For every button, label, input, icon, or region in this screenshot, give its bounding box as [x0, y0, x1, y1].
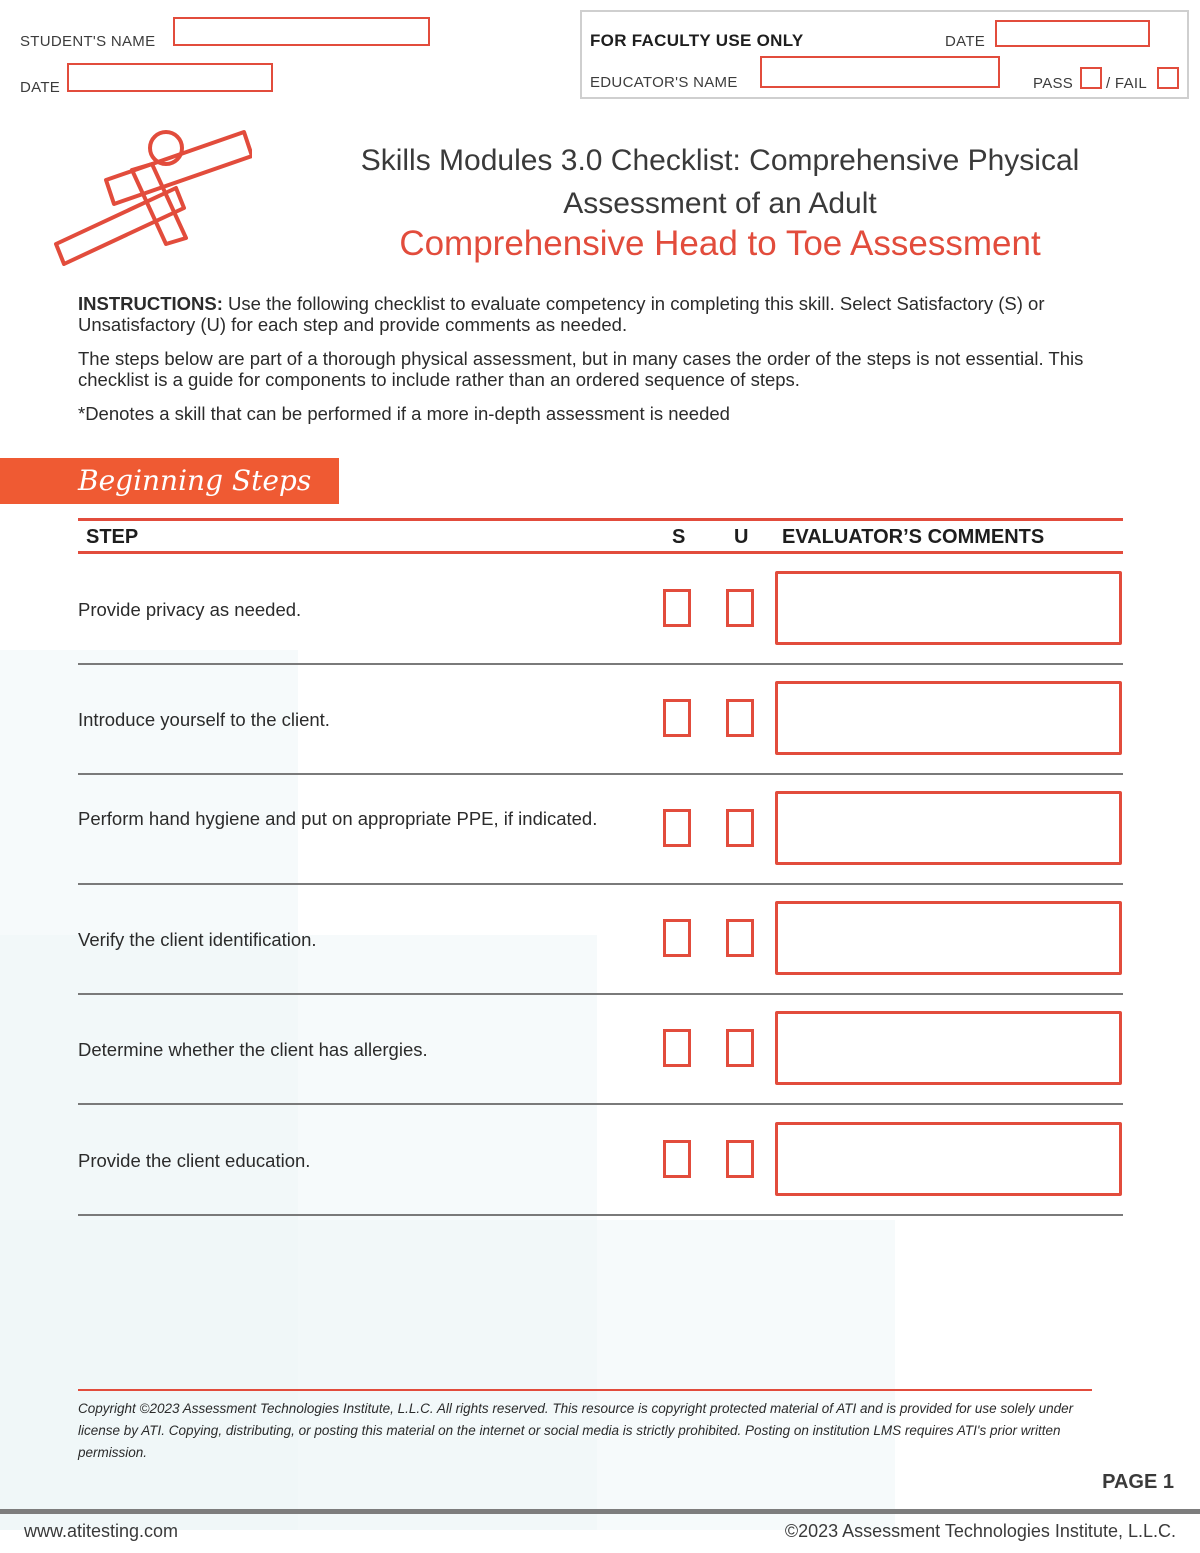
- step-text: Verify the client identification.: [78, 929, 317, 950]
- evaluator-comments-box[interactable]: [775, 571, 1122, 645]
- footer-website-link[interactable]: www.atitesting.com: [24, 1521, 179, 1541]
- educator-name-field[interactable]: [760, 56, 1000, 88]
- copyright-notice: Copyright ©2023 Assessment Technologies Institute, L.L.C. All rights reserved. This resource is copyright protected material of ATI and is provided for use solely under license by ATI. Copying, distributing, or posting this material on the internet or social media is strictly prohibited. Posting on institution LMS requires ATI's prior written permission.: [78, 1401, 1074, 1460]
- unsatisfactory-checkbox[interactable]: [726, 1140, 754, 1178]
- evaluator-comments-box[interactable]: [775, 681, 1122, 755]
- page-title-line1: Skills Modules 3.0 Checklist: Comprehensive Physical: [360, 144, 1080, 177]
- unsatisfactory-checkbox[interactable]: [726, 809, 754, 847]
- instructions-label: INSTRUCTIONS:: [78, 293, 223, 314]
- section-title: Beginning Steps: [78, 464, 312, 497]
- step-text: Provide the client education.: [78, 1150, 311, 1171]
- column-header-u: U: [734, 526, 749, 548]
- step-text: Introduce yourself to the client.: [78, 709, 330, 730]
- evaluator-comments-box[interactable]: [775, 791, 1122, 865]
- footer-rule: [0, 1509, 1200, 1514]
- evaluator-comments-box[interactable]: [775, 901, 1122, 975]
- page-title-line2: Assessment of an Adult: [563, 187, 877, 220]
- pass-label: PASS: [1033, 75, 1074, 92]
- student-name-label: STUDENT'S NAME: [20, 33, 156, 50]
- instructions-note: *Denotes a skill that can be performed if a more in-depth assessment is needed: [78, 403, 730, 424]
- step-text: Provide privacy as needed.: [78, 599, 302, 620]
- column-header-comments: EVALUATOR’S COMMENTS: [782, 526, 1045, 548]
- satisfactory-checkbox[interactable]: [663, 919, 691, 957]
- column-header-step: STEP: [86, 526, 139, 548]
- instructions-text: Use the following checklist to evaluate competency in completing this skill. Select Satisfactory (S) or Unsatisfactory (U) for each step and provide comments as needed.: [78, 293, 1045, 335]
- row-divider: [78, 1103, 1123, 1105]
- footer-company: ©2023 Assessment Technologies Institute, L.L.C.: [784, 1521, 1176, 1541]
- satisfactory-checkbox[interactable]: [663, 1140, 691, 1178]
- copyright-rule: [78, 1389, 1092, 1391]
- faculty-title: FOR FACULTY USE ONLY: [590, 31, 804, 50]
- student-date-label: DATE: [20, 79, 61, 96]
- student-name-field[interactable]: [173, 17, 430, 46]
- fail-label: / FAIL: [1106, 75, 1147, 92]
- student-date-field[interactable]: [67, 63, 273, 92]
- row-divider: [78, 663, 1123, 665]
- unsatisfactory-checkbox[interactable]: [726, 699, 754, 737]
- educator-name-label: EDUCATOR'S NAME: [590, 74, 738, 91]
- row-divider: [78, 993, 1123, 995]
- person-figure-logo-icon: [48, 126, 252, 266]
- evaluator-comments-box[interactable]: [775, 1122, 1122, 1196]
- row-divider: [78, 773, 1123, 775]
- pass-checkbox[interactable]: [1080, 67, 1102, 89]
- satisfactory-checkbox[interactable]: [663, 699, 691, 737]
- instructions: [78, 293, 1138, 335]
- row-divider: [78, 1214, 1123, 1216]
- faculty-date-field[interactable]: [995, 20, 1150, 47]
- satisfactory-checkbox[interactable]: [663, 1029, 691, 1067]
- table-header-rule: [78, 551, 1123, 554]
- instructions-paragraph-2: The steps below are part of a thorough physical assessment, but in many cases the order of the steps is not essential. This checklist is a guide for components to include rather than an ordered sequence of steps.: [78, 348, 1084, 390]
- unsatisfactory-checkbox[interactable]: [726, 589, 754, 627]
- unsatisfactory-checkbox[interactable]: [726, 1029, 754, 1067]
- column-header-s: S: [672, 526, 686, 548]
- step-text: Perform hand hygiene and put on appropriate PPE, if indicated.: [78, 808, 598, 829]
- satisfactory-checkbox[interactable]: [663, 589, 691, 627]
- satisfactory-checkbox[interactable]: [663, 809, 691, 847]
- background-decoration: [0, 1220, 895, 1530]
- fail-checkbox[interactable]: [1157, 67, 1179, 89]
- step-text: Determine whether the client has allergies.: [78, 1039, 428, 1060]
- evaluator-comments-box[interactable]: [775, 1011, 1122, 1085]
- table-top-rule: [78, 518, 1123, 521]
- page-subtitle: Comprehensive Head to Toe Assessment: [399, 224, 1041, 263]
- faculty-date-label: DATE: [945, 33, 986, 50]
- unsatisfactory-checkbox[interactable]: [726, 919, 754, 957]
- page-number: PAGE 1: [1102, 1471, 1174, 1493]
- section-tab: [0, 458, 339, 504]
- row-divider: [78, 883, 1123, 885]
